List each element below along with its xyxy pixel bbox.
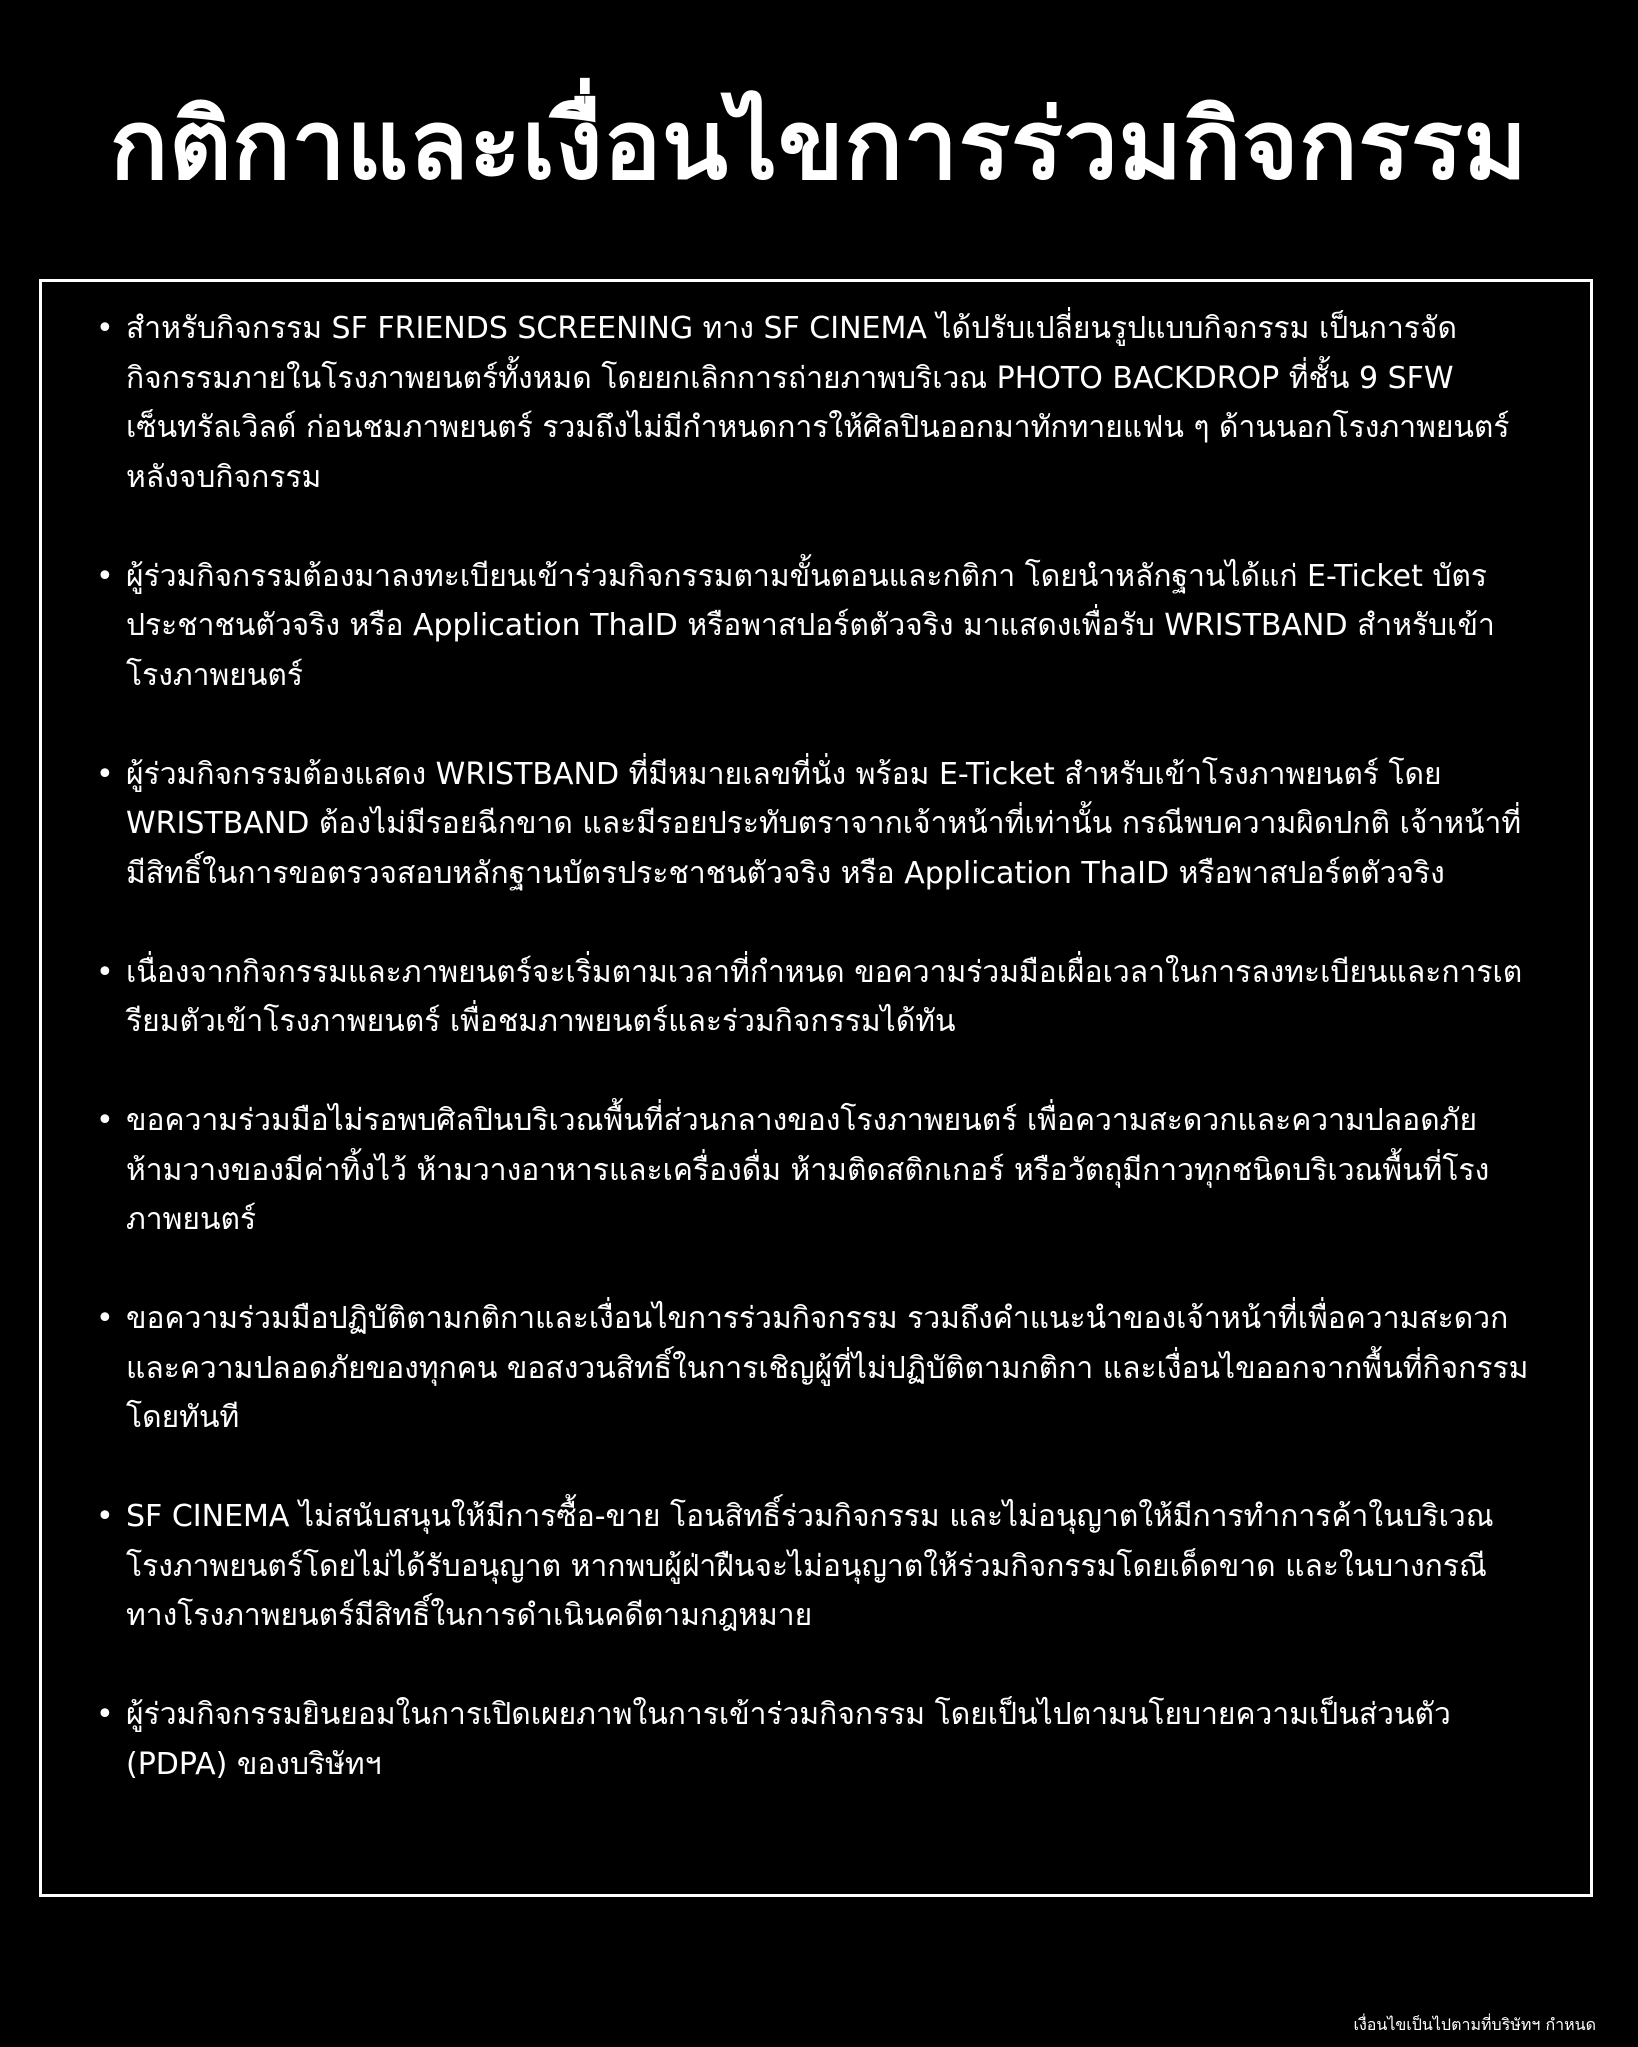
rule-item-1	[96, 304, 1538, 502]
bullet-icon: •	[96, 1301, 114, 1336]
rules-box	[39, 279, 1593, 1897]
bullet-icon: •	[96, 1697, 114, 1732]
rule-text: ผู้ร่วมกิจกรรมยินยอมในการเปิดเผยภาพในการเข้าร่วมกิจกรรม โดยเป็นไปตามนโยบายความเป็นส่วนตัว (PDPA) ของบริษัทฯ	[126, 1697, 1451, 1782]
rule-text: สำหรับกิจกรรม SF FRIENDS SCREENING ทาง SF CINEMA ได้ปรับเปลี่ยนรูปแบบกิจกรรม เป็นการจัดกิจกรรมภายในโรงภาพยนตร์ทั้งหมด โดยยกเลิกการถ่ายภาพบริเวณ PHOTO BACKDROP ที่ชั้น 9 SFW เซ็นทรัลเวิลด์ ก่อนชมภาพยนตร์ รวมถึงไม่มีกำหนดการให้ศิลปินออกมาทักทายแฟน ๆ ด้านนอกโรงภาพยนตร์หลังจบกิจกรรม	[126, 311, 1510, 495]
bullet-icon: •	[96, 1499, 114, 1534]
rule-item-5	[96, 1096, 1538, 1245]
rule-item-3	[96, 750, 1538, 899]
footer-note: เงื่อนไขเป็นไปตามที่บริษัทฯ กำหนด	[1353, 2015, 1596, 2034]
rule-item-2	[96, 552, 1538, 701]
rule-item-7	[96, 1492, 1538, 1641]
rule-text: ผู้ร่วมกิจกรรมต้องแสดง WRISTBAND ที่มีหมายเลขที่นั่ง พร้อม E-Ticket สำหรับเข้าโรงภาพยนตร์ โดย WRISTBAND ต้องไม่มีรอยฉีกขาด และมีรอยประทับตราจากเจ้าหน้าที่เท่านั้น กรณีพบความผิดปกติ เจ้าหน้าที่มีสิทธิ์ในการขอตรวจสอบหลักฐานบัตรประชาชนตัวจริง หรือ Application ThaID หรือพาสปอร์ตตัวจริง	[126, 756, 1522, 891]
rule-text: ขอความร่วมมือไม่รอพบศิลปินบริเวณพื้นที่ส่วนกลางของโรงภาพยนตร์ เพื่อความสะดวกและความปลอดภัย ห้ามวางของมีค่าทิ้งไว้ ห้ามวางอาหารและเครื่องดื่ม ห้ามติดสติกเกอร์ หรือวัตถุมีกาวทุกชนิดบริเวณพื้นที่โรงภาพยนตร์	[126, 1103, 1490, 1237]
rule-text: SF CINEMA ไม่สนับสนุนให้มีการซื้อ-ขาย โอนสิทธิ์ร่วมกิจกรรม และไม่อนุญาตให้มีการทำการค้าในบริเวณโรงภาพยนตร์โดยไม่ได้รับอนุญาต หากพบผู้ฝ่าฝืนจะไม่อนุญาตให้ร่วมกิจกรรมโดยเด็ดขาด และในบางกรณีทางโรงภาพยนตร์มีสิทธิ์ในการดำเนินคดีตามกฎหมาย	[126, 1499, 1494, 1633]
bullet-icon: •	[96, 954, 114, 990]
bullet-icon: •	[96, 1103, 114, 1138]
rule-text: ขอความร่วมมือปฏิบัติตามกติกาและเงื่อนไขการร่วมกิจกรรม รวมถึงคำแนะนำของเจ้าหน้าที่เพื่อความสะดวกและความปลอดภัยของทุกคน ขอสงวนสิทธิ์ในการเชิญผู้ที่ไม่ปฏิบัติตามกติกา และเงื่อนไขออกจากพื้นที่กิจกรรมโดยทันที	[126, 1301, 1529, 1435]
bullet-icon: •	[96, 756, 114, 792]
bullet-icon: •	[96, 558, 114, 594]
rule-item-4	[96, 948, 1538, 1047]
rule-text: ผู้ร่วมกิจกรรมต้องมาลงทะเบียนเข้าร่วมกิจกรรมตามขั้นตอนและกติกา โดยนำหลักฐานได้แก่ E-Ticket บัตรประชาชนตัวจริง หรือ Application ThaID หรือพาสปอร์ตตัวจริง มาแสดงเพื่อรับ WRISTBAND สำหรับเข้าโรงภาพยนตร์	[126, 558, 1495, 693]
rule-item-8	[96, 1690, 1538, 1789]
rules-list	[96, 304, 1538, 1789]
page-title: กติกาและเงื่อนไขการร่วมกิจกรรม	[110, 89, 1528, 201]
rule-item-6	[96, 1294, 1538, 1443]
bullet-icon: •	[96, 311, 114, 346]
rule-text: เนื่องจากกิจกรรมและภาพยนตร์จะเริ่มตามเวลาที่กำหนด ขอความร่วมมือเผื่อเวลาในการลงทะเบียนและการเตรียมตัวเข้าโรงภาพยนตร์ เพื่อชมภาพยนตร์และร่วมกิจกรรมได้ทัน	[126, 954, 1523, 1039]
